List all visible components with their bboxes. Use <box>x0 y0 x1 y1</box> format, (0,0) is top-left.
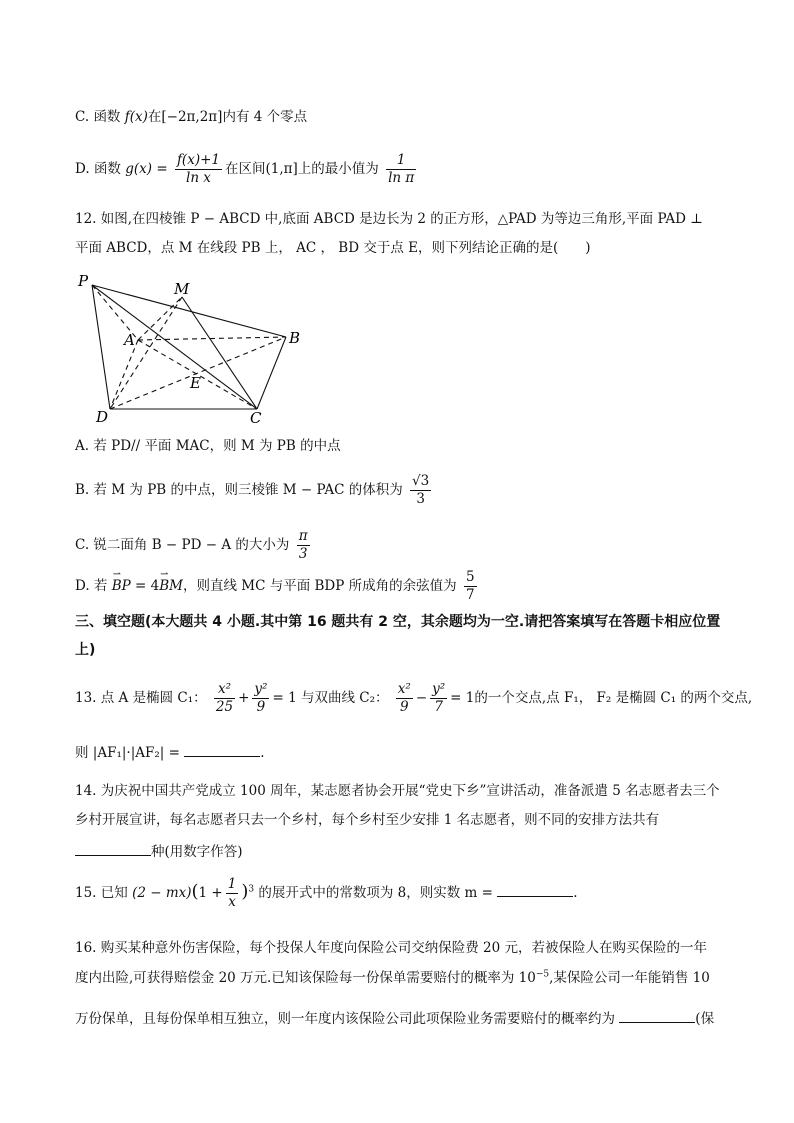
q12-option-d: D. 若 ⇀ BP = 4⇀ BM，则直线 MC 与平面 BDP 所成角的余弦值为 $\frac{5}{7}$ <box>75 566 480 606</box>
q13-line2: 则 |AF₁|·|AF₂| = . <box>75 742 265 763</box>
q15-line: 15. 已知 (2 − mx)(1 + $\frac{1}{x}$ )$^3$ 的展开式中的常数项为 8，则实数 m = . <box>75 876 578 910</box>
fraction: $\frac{f(x)+1}{\text{ln x}}$ <box>176 152 220 186</box>
edge-pd <box>92 285 110 409</box>
diag-bd <box>110 337 286 409</box>
label-c: C <box>250 409 262 427</box>
answer-blank[interactable] <box>184 742 260 757</box>
section-3-heading: 三、填空题(本大题共 4 小题.其中第 16 题共有 2 空，其余题均为一空.请把答案填写在答题卡相应位置上) <box>75 614 721 658</box>
answer-blank[interactable] <box>497 882 573 897</box>
label-m: M <box>174 280 190 298</box>
q12-option-a: A. 若 PD// 平面 MAC，则 M 为 PB 的中点 <box>75 438 341 454</box>
q16-line2: 度内出险,可获得赔偿金 20 万元.已知该保险每一份保单需要赔付的概率为 $10^{-5}$,某保险公司一年能销售 10 <box>75 969 710 986</box>
edge-ad <box>110 340 138 409</box>
q16-line3: 万份保单，且每份保单相互独立，则一年度内该保险公司此项保险业务需要赔付的概率约为 (保 <box>75 1008 714 1029</box>
q14-line1: 14. 为庆祝中国共产党成立 100 周年，某志愿者协会开展“党史下乡”宣讲活动，准备派遣 5 名志愿者去三个 <box>75 783 720 799</box>
q12-stem-line2: 平面 ABCD，点 M 在线段 PB 上， AC ， BD 交于点 E，则下列结论正确的是( ) <box>75 240 591 256</box>
q12-stem-line1: 12. 如图,在四棱锥 P − ABCD 中,底面 ABCD 是边长为 2 的正方形，△PAD 为等边三角形,平面 PAD ⊥ <box>75 211 703 227</box>
answer-blank[interactable] <box>75 841 151 856</box>
label-e: E <box>190 374 201 392</box>
option-d-function-min: D. 函数 g(x) = $\frac{f(x)+1}{\text{ln x}}$ 在区间(1,π]上的最小值为 $\frac{1}{\text{ln π}}$ <box>75 152 415 186</box>
fraction: $\frac{\text{y²}}{7}$ <box>432 681 446 715</box>
fraction: $\frac{\text{x²}}{25}$ <box>215 681 234 715</box>
label-d: D <box>96 408 109 426</box>
option-c-function-zeros: C. 函数 f(x)在[−2π,2π]内有 4 个零点 <box>75 109 308 125</box>
fraction: $\frac{1}{\text{ln π}}$ <box>388 152 415 186</box>
pyramid-figure <box>70 270 310 430</box>
fraction: $\frac{\text{x²}}{9}$ <box>397 681 411 715</box>
label-b: B <box>289 329 301 347</box>
q16-line1: 16. 购买某种意外伤害保险，每个投保人年度向保险公司交纳保险费 20 元，若被保险人在购买保险的一年 <box>75 940 708 956</box>
label-a: A <box>124 331 135 349</box>
fraction: $\frac{1}{x}$ <box>227 876 237 910</box>
q12-option-c: C. 锐二面角 B − PD − A 的大小为 $\frac{\pi}{3}$ <box>75 528 308 562</box>
fraction: $\frac{√3}{3}$ <box>412 473 430 507</box>
answer-blank[interactable] <box>619 1008 695 1023</box>
edge-cb <box>257 337 286 409</box>
q13-line1: 13. 点 A 是椭圆 C₁： $\frac{\text{x²}}{25}$ + $\frac{\text{y²}}{9}$ = 1 与双曲线 C₂： $\frac{\text{x²}}{9}$ − $\frac{\text{y²}}{7}$ = 1的一个交点,点 F₁， F₂ 是椭圆 C₁ 的两个交点, <box>75 681 753 715</box>
segment-md <box>110 297 182 409</box>
edge-ab <box>138 337 286 340</box>
label-p: P <box>78 272 89 290</box>
edge-pc <box>92 285 257 409</box>
q14-line2: 乡村开展宣讲，每名志愿者只去一个乡村，每个乡村至少安排 1 名志愿者，则不同的安排方法共有 <box>75 812 660 828</box>
q12-option-b: B. 若 M 为 PB 的中点，则三棱锥 M − PAC 的体积为 $\frac{√3}{3}$ <box>75 473 430 507</box>
fraction: $\frac{\pi}{3}$ <box>298 528 308 562</box>
q14-line3: 种(用数字作答) <box>75 841 243 862</box>
fraction: $\frac{\text{y²}}{9}$ <box>254 681 268 715</box>
fraction: $\frac{5}{7}$ <box>465 569 475 603</box>
